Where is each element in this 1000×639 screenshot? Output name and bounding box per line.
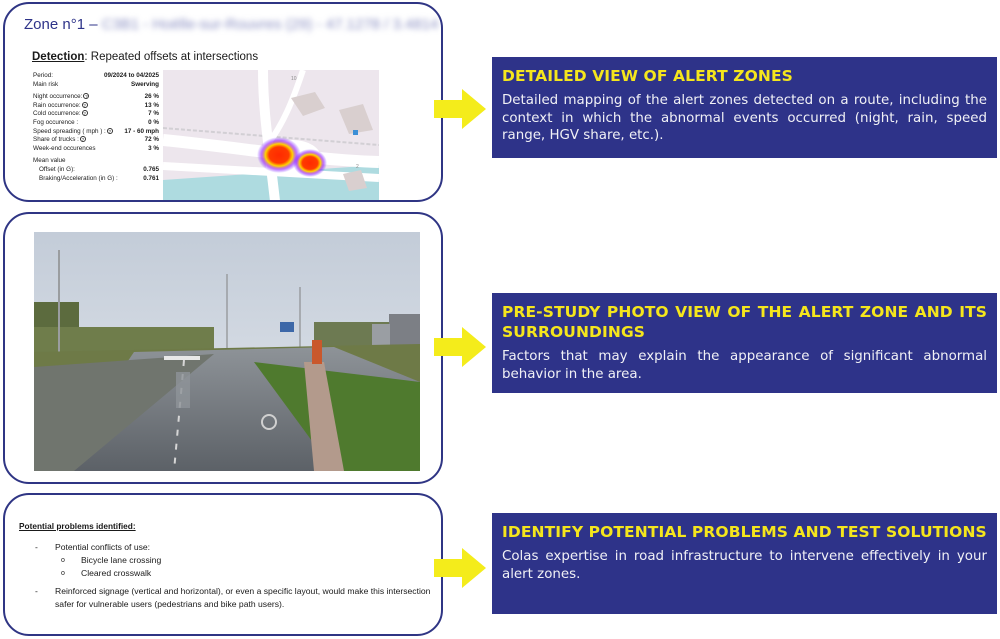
- detection-text: : Repeated offsets at intersections: [84, 51, 259, 63]
- map-label-b: 2: [356, 164, 359, 170]
- street-photo: [34, 232, 420, 471]
- problems-title: Potential problems identified:: [19, 521, 136, 531]
- stat-cold: Cold occurrence: ? 7 %: [33, 110, 159, 118]
- problems-list: [35, 541, 435, 611]
- info-icon[interactable]: ?: [83, 111, 86, 117]
- zone-title: Zone n°1 – C3B1 - Hoëlle-sur-Rouvres (29) - 47.1278 / 3.4814: [24, 16, 439, 33]
- detection-line: [32, 51, 258, 63]
- stat-night: Night occurrence: ? 26 %: [33, 93, 159, 101]
- stat-mean-header: Mean value: [33, 157, 66, 165]
- heatspot-2: [293, 149, 327, 177]
- arrow-right-icon: [434, 548, 486, 588]
- list-item: - Reinforced signage (vertical and horizontal), or even a specific layout, would make this intersection safer for vulnerable users (pedestrians and bike path users).: [35, 585, 431, 609]
- stat-fog: Fog occurence : 0 %: [33, 118, 159, 126]
- info-icon[interactable]: ?: [108, 128, 112, 134]
- panel-description: Factors that may explain the appearance of significant abnormal behavior in the area.: [502, 349, 987, 382]
- stat-offset: Offset (in G): 0.765: [39, 165, 159, 173]
- problems-card: [3, 493, 443, 636]
- info-icon[interactable]: ?: [85, 94, 88, 100]
- list-item: - Potential conflicts of use:: [35, 542, 151, 552]
- photo-card: [3, 212, 443, 484]
- panel-description: Colas expertise in road infrastructure to intervene effectively in your alert zones.: [502, 549, 987, 582]
- detection-label: Detection: [32, 51, 85, 63]
- panel-description: Detailed mapping of the alert zones detected on a route, including the context in which the abnormal events occurred (night, rain, speed range, HGV share, etc.).: [502, 93, 987, 143]
- zone-title-redacted: C3B1 - Hoëlle-sur-Rouvres (29) - 47.1278 / 3.4814: [101, 16, 439, 33]
- zone-stats: [33, 72, 159, 183]
- stat-main-risk: Main risk Swerving: [33, 80, 159, 88]
- zone-detail-card: [3, 2, 443, 202]
- info-icon[interactable]: ?: [83, 102, 86, 108]
- panel-title: DETAILED VIEW OF ALERT ZONES: [502, 67, 793, 85]
- panel-title: PRE-STUDY PHOTO VIEW OF THE ALERT ZONE AND ITS SURROUNDINGS: [502, 303, 987, 341]
- arrow-right-icon: [434, 327, 486, 367]
- panel-title: IDENTIFY POTENTIAL PROBLEMS AND TEST SOLUTIONS: [502, 523, 987, 541]
- panel-photo-view: [492, 293, 997, 393]
- list-subitem: o Cleared crosswalk: [61, 568, 152, 579]
- panel-alert-zones: [492, 57, 997, 158]
- stat-trucks: Share of trucks : ? 72 %: [33, 136, 159, 144]
- street-photo-canvas: [34, 232, 420, 471]
- map-canvas: [163, 70, 379, 201]
- arrow-right-icon: [434, 89, 486, 129]
- list-subitem: o Bicycle lane crossing: [61, 555, 162, 566]
- heatmap-map[interactable]: [163, 70, 379, 201]
- info-icon[interactable]: ?: [81, 137, 85, 143]
- stat-speed: Speed spreading ( mph ) : ? 17 - 60 mph: [33, 127, 159, 135]
- stat-braking: Braking/Acceleration (in G) : 0.761: [39, 174, 159, 182]
- stat-weekend: Week-end occurences 3 %: [33, 144, 159, 152]
- panel-problems-solutions: [492, 513, 997, 614]
- stat-rain: Rain occurrence: ? 13 %: [33, 101, 159, 109]
- map-label-a: 10: [291, 76, 297, 82]
- stat-period: Period: 09/2024 to 04/2025: [33, 72, 159, 79]
